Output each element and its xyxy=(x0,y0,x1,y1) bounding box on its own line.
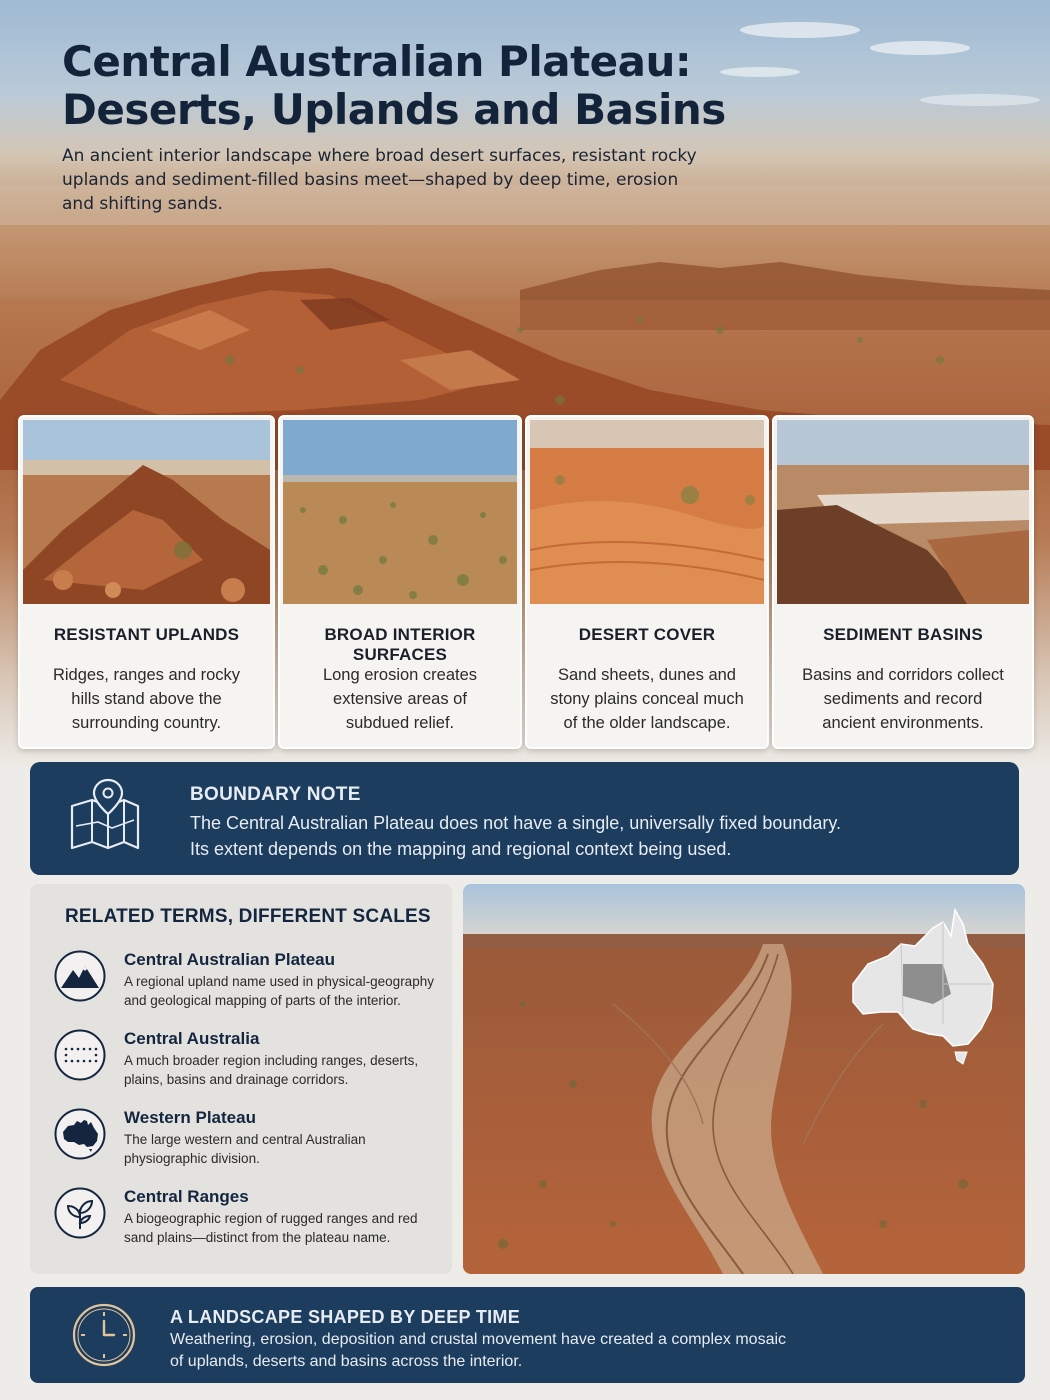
mountain-icon xyxy=(54,950,106,1002)
term-name: Western Plateau xyxy=(124,1108,256,1127)
boundary-note-line-1: The Central Australian Plateau does not have a single, universally fixed boundary. xyxy=(190,813,842,833)
card-title: DESERT COVER xyxy=(578,625,716,644)
card-desert-cover xyxy=(525,415,769,749)
boundary-note-text xyxy=(190,810,990,862)
related-terms-panel xyxy=(30,884,452,1274)
page-title xyxy=(62,38,762,134)
map-pin-icon xyxy=(68,776,144,861)
page-subtitle: An ancient interior landscape where broad desert surfaces, resistant rocky uplands and sediment-filled basins meet—shaped by deep time, erosion and shifting sands. xyxy=(62,146,697,214)
deep-time-banner xyxy=(30,1287,1025,1383)
term-item xyxy=(54,1108,434,1178)
related-terms-title: RELATED TERMS, DIFFERENT SCALES xyxy=(65,906,431,927)
term-description: A regional upland name used in physical-geography and geological mapping of parts of the interior. xyxy=(124,974,434,1008)
feature-cards xyxy=(18,415,1032,745)
card-title: RESISTANT UPLANDS xyxy=(53,625,240,644)
dotted-region-icon xyxy=(54,1029,106,1081)
card-title: BROAD INTERIOR SURFACES xyxy=(324,625,476,664)
term-description: A biogeographic region of rugged ranges and red sand plains—distinct from the plateau name. xyxy=(124,1211,418,1245)
title-line-1: Central Australian Plateau: xyxy=(62,37,692,86)
term-name: Central Australia xyxy=(124,1029,260,1048)
boundary-note-line-2: Its extent depends on the mapping and regional context being used. xyxy=(190,839,732,859)
card-title: SEDIMENT BASINS xyxy=(823,625,983,644)
term-description: A much broader region including ranges, deserts, plains, basins and drainage corridors. xyxy=(124,1053,419,1087)
boundary-note-banner xyxy=(30,762,1019,875)
sediment-basin-photo xyxy=(777,420,1029,604)
uplands-photo xyxy=(23,420,270,604)
card-text: Basins and corridors collect sediments and record ancient environments. xyxy=(802,666,1004,732)
term-description: The large western and central Australian physiographic division. xyxy=(124,1132,366,1166)
card-text: Sand sheets, dunes and stony plains conceal much of the older landscape. xyxy=(550,666,744,732)
term-name: Central Ranges xyxy=(124,1187,249,1206)
term-name: Central Australian Plateau xyxy=(124,950,335,969)
plant-icon xyxy=(54,1187,106,1239)
desert-dune-photo xyxy=(530,420,764,604)
term-item xyxy=(54,950,434,1020)
deep-time-title: A LANDSCAPE SHAPED BY DEEP TIME xyxy=(170,1307,521,1327)
clock-icon xyxy=(68,1299,140,1376)
australia-map-icon xyxy=(54,1108,106,1160)
card-text: Long erosion creates extensive areas of subdued relief. xyxy=(322,666,478,732)
boundary-note-title: BOUNDARY NOTE xyxy=(190,784,361,805)
card-sediment-basins xyxy=(772,415,1034,749)
card-text: Ridges, ranges and rocky hills stand above the surrounding country. xyxy=(52,666,241,732)
title-line-2: Deserts, Uplands and Basins xyxy=(62,85,726,134)
term-item xyxy=(54,1187,434,1257)
card-broad-interior-surfaces xyxy=(278,415,522,749)
interior-surfaces-photo xyxy=(283,420,517,604)
aerial-photo-with-inset-map xyxy=(463,884,1025,1274)
term-item xyxy=(54,1029,434,1099)
card-resistant-uplands xyxy=(18,415,275,749)
deep-time-text: Weathering, erosion, deposition and crustal movement have created a complex mosaic of uplands, deserts and basins across the interior. xyxy=(170,1331,787,1370)
